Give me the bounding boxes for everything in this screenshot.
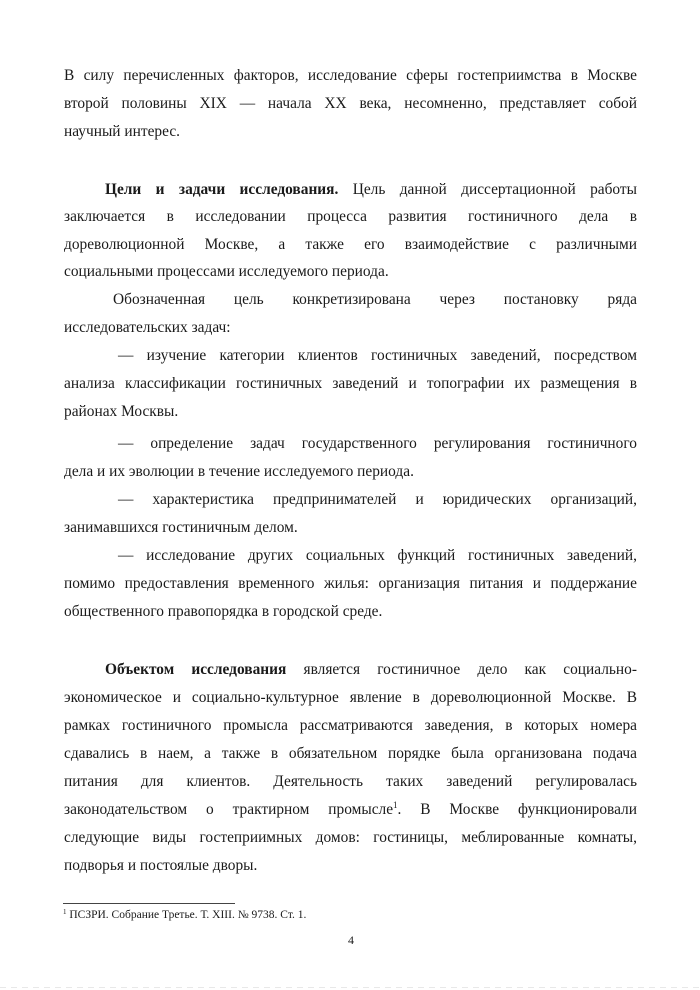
text-line: исследовательских задач:: [64, 319, 231, 336]
text-line: научный интерес.: [64, 123, 181, 140]
text-span: Цель данной диссертационной работы: [338, 181, 637, 198]
text-line: помимо предоставления временного жилья: организация питания и поддержание: [64, 575, 637, 592]
footnote-separator: [63, 903, 235, 904]
footnote-marker: 1: [63, 908, 67, 916]
list-item: — определение задач государственного регулирования гостиничного: [118, 435, 637, 452]
goals-heading: Цели и задачи исследования.: [105, 181, 339, 198]
text-line: дореволюционной Москве, а также его взаимодействие с различными: [64, 236, 637, 253]
text-line: анализа классификации гостиничных заведений и топографии их размещения в: [64, 375, 637, 392]
footnote-text: ПСЗРИ. Собрание Третье. Т. XIII. № 9738. Ст. 1.: [66, 909, 307, 921]
goals-first-line: [105, 180, 637, 200]
object-first-line: [105, 660, 637, 680]
text-line: социальными процессами исследуемого периода.: [64, 263, 389, 280]
page-number: 4: [348, 933, 354, 947]
text-span: . В Москве функционировали: [397, 801, 637, 818]
list-item: — характеристика предпринимателей и юридических организаций,: [118, 491, 637, 508]
text-span: является гостиничное дело как социально-: [286, 661, 637, 678]
text-line: заключается в исследовании процесса развития гостиничного дела в: [64, 208, 637, 225]
scan-artifact-line: [0, 987, 700, 988]
object-heading: Объектом исследования: [105, 661, 287, 678]
text-line: районах Москвы.: [64, 403, 179, 420]
text-span: законодательством о трактирном промысле: [64, 801, 394, 818]
text-line: рамках гостиничного промысла рассматриваются заведения, в которых номера: [64, 717, 637, 734]
text-line: следующие виды гостеприимных домов: гостиницы, меблированные комнаты,: [64, 829, 637, 846]
list-item: — изучение категории клиентов гостиничных заведений, посредством: [118, 347, 637, 364]
text-line: В силу перечисленных факторов, исследование сферы гостеприимства в Москве: [64, 67, 637, 84]
text-line: дела и их эволюции в течение исследуемого периода.: [64, 463, 414, 480]
text-line: питания для клиентов. Деятельность таких заведений регулировалась: [64, 773, 637, 790]
text-line: Обозначенная цель конкретизирована через постановку ряда: [113, 291, 637, 308]
text-line: подворья и постоялые дворы.: [64, 857, 258, 874]
footnote-reference[interactable]: 1: [393, 800, 398, 810]
footnote: [63, 908, 306, 923]
text-line: экономическое и социально-культурное явление в дореволюционной Москве. В: [64, 689, 637, 706]
list-item: — исследование других социальных функций гостиничных заведений,: [118, 547, 637, 564]
footnote-ref-line: [64, 800, 637, 820]
text-line: общественного правопорядка в городской среде.: [64, 603, 383, 620]
text-line: сдавались в наем, а также в обязательном порядке была организована подача: [64, 745, 637, 762]
text-line: второй половины XIX — начала XX века, несомненно, представляет собой: [64, 95, 637, 112]
text-line: занимавшихся гостиничным делом.: [64, 519, 298, 536]
